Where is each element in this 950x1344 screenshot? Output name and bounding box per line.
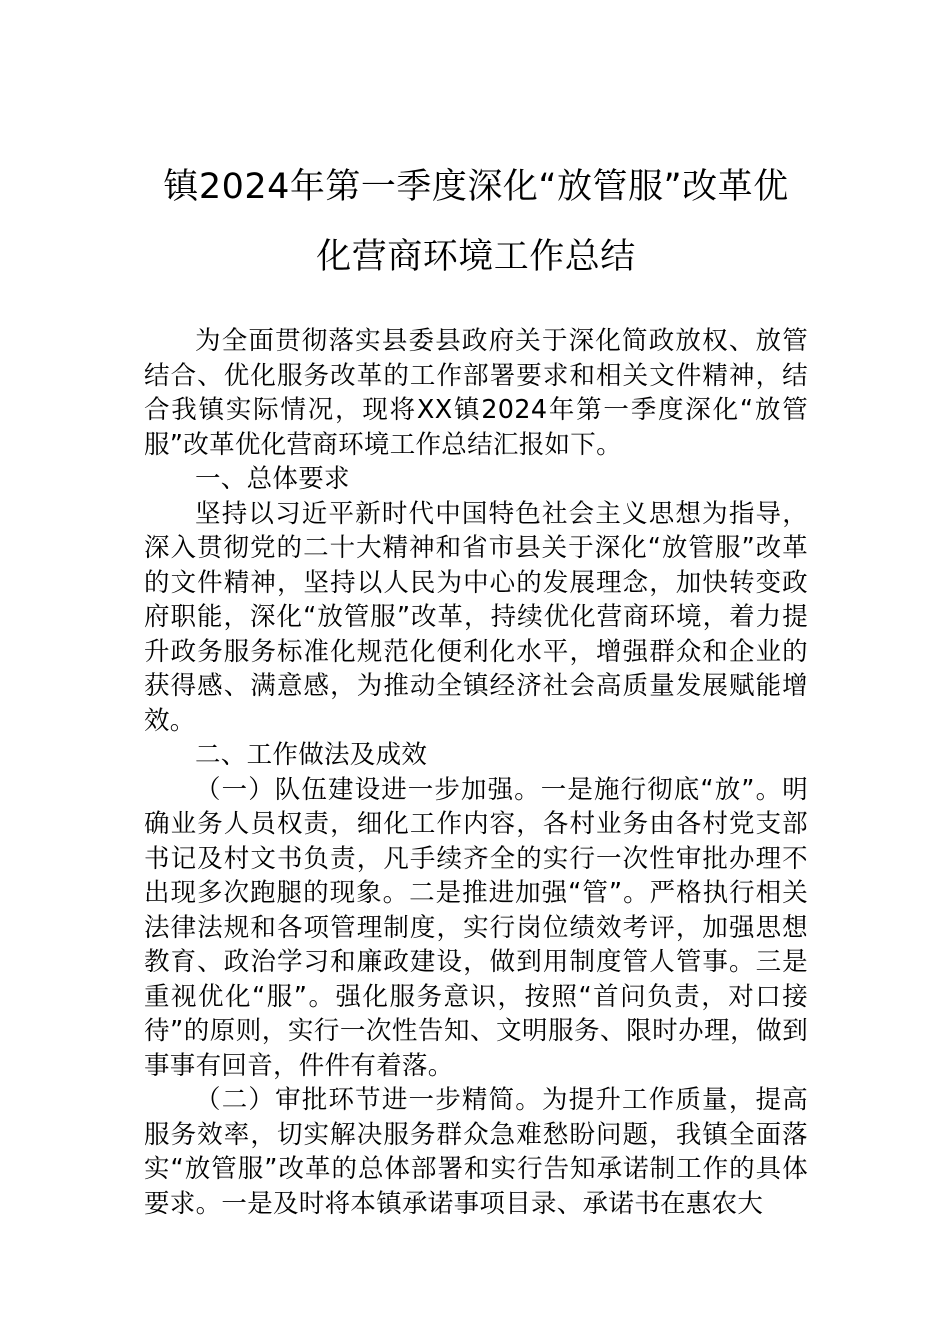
document-title-line-1: 镇2024年第一季度深化“放管服”改革优 [163, 167, 789, 207]
section-heading-practices-results: 二、工作做法及成效 [195, 740, 428, 770]
intro-paragraph: 为全面贯彻落实县委县政府关于深化简政放权、放管结合、优化服务改革的工作部署要求和相关文件精神，结合我镇实际情况，现将XX镇2024年第一季度深化“放管服”改革优化营商环境工作总结汇报如下。 [144, 326, 808, 460]
section-heading-overall-requirements: 一、总体要求 [195, 464, 350, 494]
team-building-paragraph: （一）队伍建设进一步加强。一是施行彻底“放”。明确业务人员权责，细化工作内容，各村业务由各村党支部书记及村文书负责，凡手续齐全的实行一次性审批办理不出现多次跑腿的现象。二是推进加强“管”。严格执行相关法律法规和各项管理制度，实行岗位绩效考评，加强思想教育、政治学习和廉政建设，做到用制度管人管事。三是重视优化“服”。强化服务意识，按照“首问负责，对口接待”的原则，实行一次性告知、文明服务、限时办理，做到事事有回音，件件有着落。 [144, 774, 808, 1081]
document-title-line-2: 化营商环境工作总结 [316, 237, 636, 277]
document-body [144, 324, 808, 1221]
approval-simplification-paragraph: （二）审批环节进一步精简。为提升工作质量，提高服务效率，切实解决服务群众急难愁盼问题，我镇全面落实“放管服”改革的总体部署和实行告知承诺制工作的具体要求。一是及时将本镇承诺事项目录、承诺书在惠农大 [144, 1085, 808, 1219]
overall-requirements-paragraph: 坚持以习近平新时代中国特色社会主义思想为指导，深入贯彻党的二十大精神和省市县关于深化“放管服”改革的文件精神，坚持以人民为中心的发展理念，加快转变政府职能，深化“放管服”改革，持续优化营商环境，着力提升政务服务标准化规范化便利化水平，增强群众和企业的获得感、满意感，为推动全镇经济社会高质量发展赋能增效。 [144, 498, 808, 736]
